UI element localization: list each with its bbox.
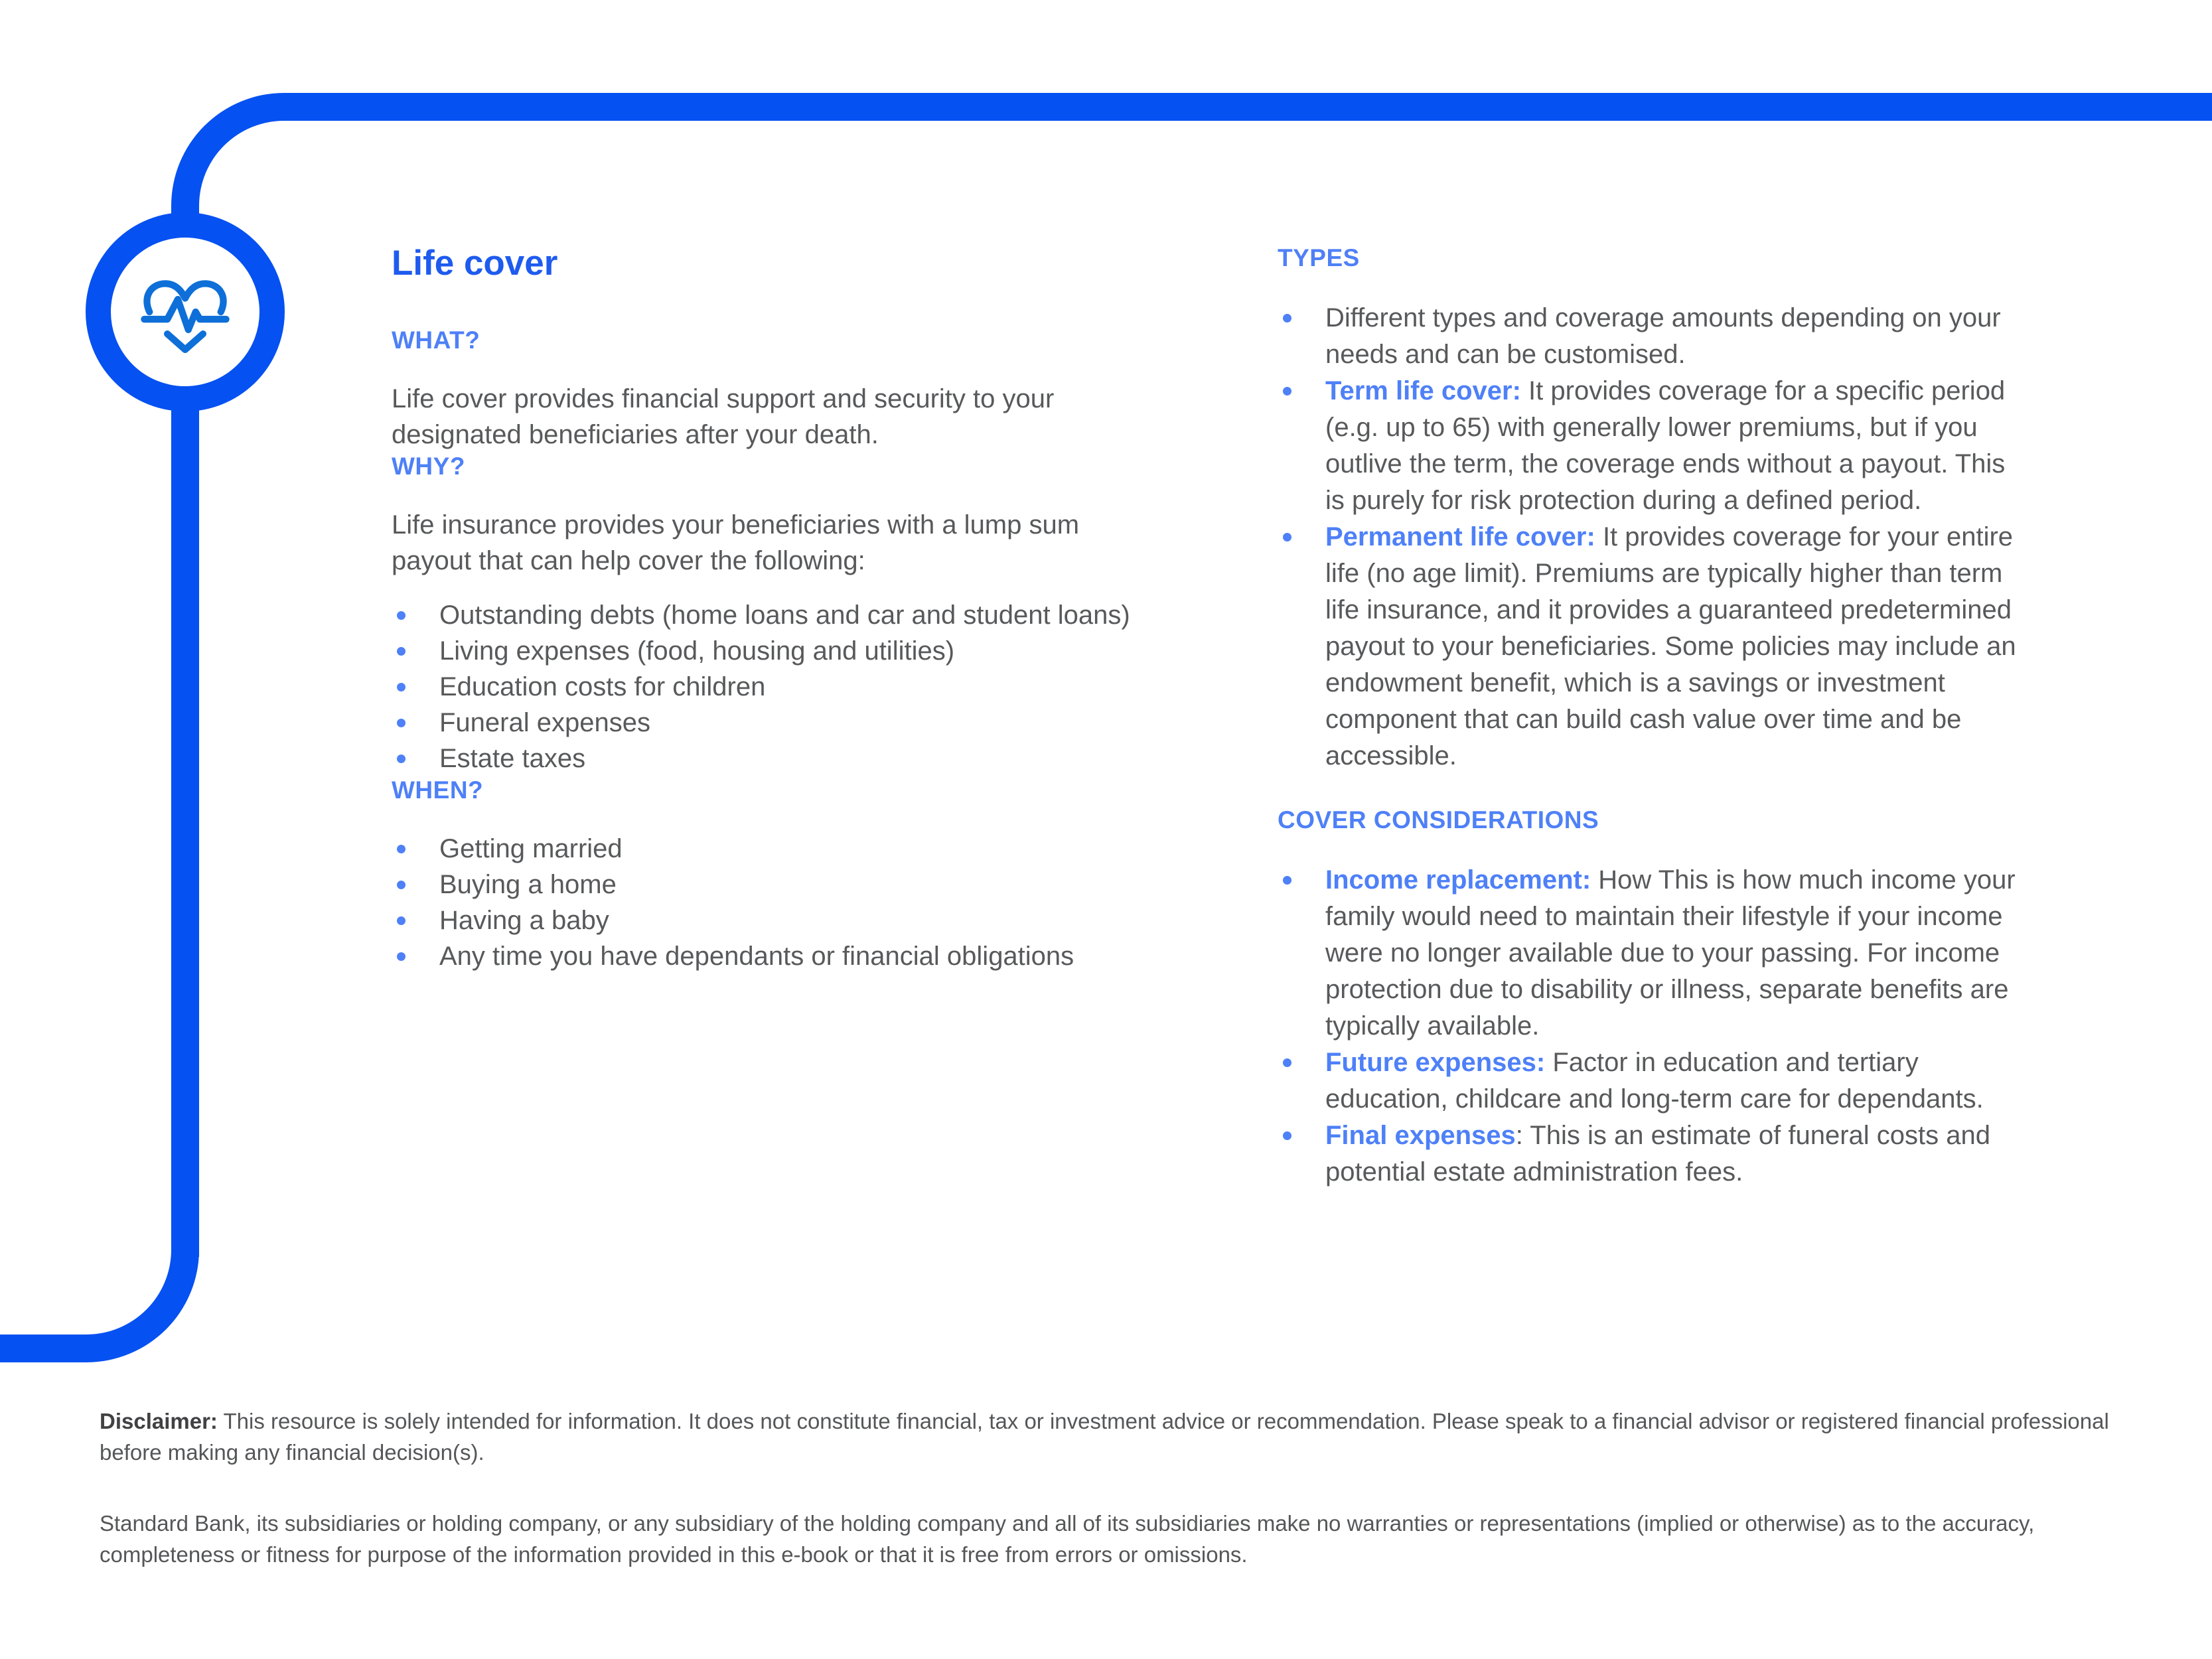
when-bullet-list (392, 831, 1165, 974)
page-title: Life cover (392, 244, 558, 283)
left-column (392, 244, 1165, 974)
section-heading-when: WHEN? (392, 776, 484, 804)
why-bullet-list (392, 597, 1165, 776)
topic-icon-circle (86, 212, 285, 411)
disclaimer-lead: Disclaimer: (100, 1409, 218, 1433)
types-bullet-list (1278, 300, 2028, 774)
list-item: Buying a home (392, 867, 1165, 902)
list-item: Education costs for children (392, 669, 1165, 705)
right-column (1278, 244, 2028, 1190)
section-heading-types: TYPES (1278, 244, 1360, 271)
disclaimer-text-1: This resource is solely intended for information. It does not constitute financial, tax or investment advice or recommendation. Please speak to a financial advisor or registered financial professional before making any financial decision(s). (100, 1409, 2109, 1465)
list-item: Living expenses (food, housing and utilities) (392, 633, 1165, 669)
bullet-lead: Future expenses: (1325, 1048, 1546, 1077)
list-item: Funeral expenses (392, 705, 1165, 741)
disclaimer-paragraph-1 (100, 1406, 2130, 1468)
list-item: Future expenses: Factor in education and tertiary education, childcare and long-term care for dependants. (1278, 1045, 2028, 1118)
list-item: Permanent life cover: It provides coverage for your entire life (no age limit). Premiums are typically higher than term life insurance, and it provides a guaranteed predetermined payout to your beneficiaries. Some policies may include an endowment benefit, which is a savings or investment component that can build cash value over time and be accessible. (1278, 519, 2028, 774)
why-body: Life insurance provides your beneficiaries with a lump sum payout that can help cover the following: (392, 510, 1080, 575)
disclaimer-paragraph-2: Standard Bank, its subsidiaries or holding company, or any subsidiary of the holding company and all of its subsidiaries make no warranties or representations (implied or otherwise) as to the accuracy, completeness or fitness for purpose of the information provided in this e-book or that it is free from errors or omissions. (100, 1511, 2035, 1567)
list-item: Final expenses: This is an estimate of funeral costs and potential estate administration fees. (1278, 1118, 2028, 1190)
section-heading-why: WHY? (392, 453, 465, 480)
list-item: Any time you have dependants or financial obligations (392, 938, 1165, 974)
frame-bottom-line (0, 1230, 199, 1362)
section-heading-what: WHAT? (392, 326, 480, 354)
list-item: Estate taxes (392, 741, 1165, 776)
list-item: Getting married (392, 831, 1165, 867)
disclaimer (100, 1406, 2130, 1570)
bullet-lead: Final expenses (1325, 1121, 1516, 1150)
section-heading-cover-considerations: COVER CONSIDERATIONS (1278, 806, 1599, 833)
list-item: Outstanding debts (home loans and car and student loans) (392, 597, 1165, 633)
bullet-lead: Permanent life cover: (1325, 522, 1595, 551)
heart-pulse-icon (133, 259, 238, 364)
list-item: Term life cover: It provides coverage for a specific period (e.g. up to 65) with generally lower premiums, but if you outlive the term, the coverage ends without a payout. This is purely for risk protection during a defined period. (1278, 373, 2028, 519)
what-body: Life cover provides financial support and security to your designated beneficiaries after your death. (392, 384, 1055, 449)
list-item: Having a baby (392, 902, 1165, 938)
list-item: Income replacement: How This is how much income your family would need to maintain their lifestyle if your income were no longer available due to your passing. For income protection due to disability or illness, separate benefits are typically available. (1278, 862, 2028, 1045)
bullet-lead: Income replacement: (1325, 865, 1591, 895)
list-item: Different types and coverage amounts depending on your needs and can be customised. (1278, 300, 2028, 373)
bullet-lead: Term life cover: (1325, 376, 1521, 405)
considerations-bullet-list (1278, 862, 2028, 1190)
